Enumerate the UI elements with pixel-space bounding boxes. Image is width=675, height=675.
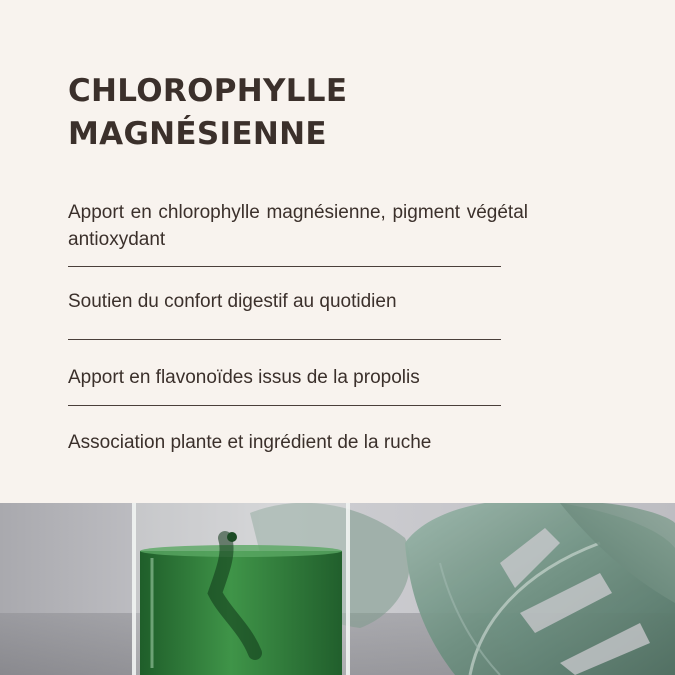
divider: [68, 266, 501, 267]
divider: [68, 339, 501, 340]
title-line-2: MAGNÉSIENNE: [68, 116, 327, 152]
glass: [134, 503, 348, 675]
green-liquid: [140, 551, 342, 675]
page-title: [68, 70, 488, 156]
benefit-item: Association plante et ingrédient de la ruche: [68, 432, 432, 453]
title-line-1: CHLOROPHYLLE: [68, 73, 348, 109]
product-photo: [0, 503, 675, 675]
divider: [68, 405, 501, 406]
benefit-item: Apport en flavonoïdes issus de la propolis: [68, 367, 420, 388]
benefit-item: Apport en chlorophylle magnésienne, pigment végétal antioxydant: [68, 202, 528, 250]
benefit-item: Soutien du confort digestif au quotidien: [68, 291, 397, 312]
